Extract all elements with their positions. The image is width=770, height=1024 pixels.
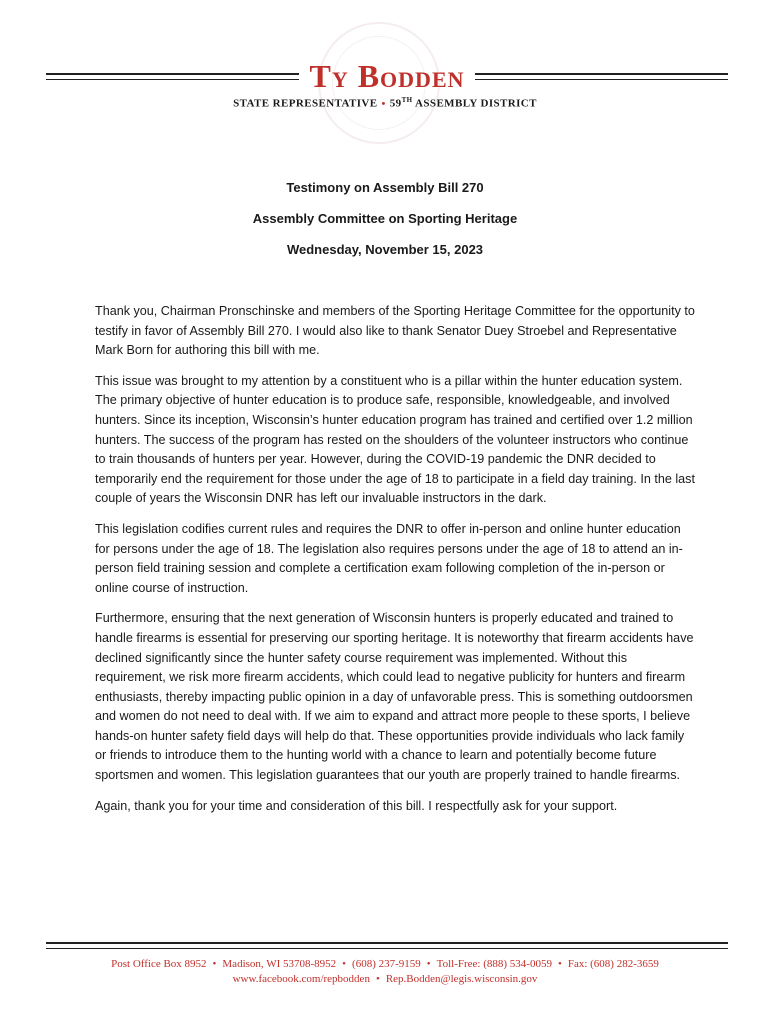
- paragraph: This issue was brought to my attention by a constituent who is a pillar within the hunter education system. The primary objective of hunter education is to produce safe, responsible, knowledgeable, and involved hunters. Since its inception, Wisconsin’s hunter education program has trained and certified over 1.2 million hunters. The success of the program has rested on the shoulders of the volunteer instructors who continue to train thousands of hunters per year. However, during the COVID-19 pandemic the DNR decided to temporarily end the requirement for those under the age of 18 to participate in a field day training. In the last couple of years the Wisconsin DNR has left our invaluable instructors in the dark.: [95, 373, 695, 506]
- paragraph: Again, thank you for your time and consideration of this bill. I respectfully ask for your support.: [95, 798, 618, 813]
- district-ordinal: TH: [401, 96, 413, 104]
- paragraph: Thank you, Chairman Pronschinske and members of the Sporting Heritage Committee for the opportunity to testify in favor of Assembly Bill 270. I would also like to thank Senator Duey Stroebel and Representative Mark Born for authoring this bill with me.: [95, 304, 695, 358]
- footer-web-line: [0, 973, 770, 985]
- paragraph: This legislation codifies current rules and requires the DNR to offer in-person and online hunter education for persons under the age of 18. The legislation also requires persons under the age of 18 to attend an in-person field training session and complete a certification exam following completion of the in-person or online course of instruction.: [95, 521, 683, 595]
- bullet-separator: •: [426, 958, 431, 970]
- testimony-date: Wednesday, November 15, 2023: [286, 242, 484, 257]
- po-box: Post Office Box 8952: [111, 958, 207, 970]
- bullet-separator: •: [381, 97, 386, 110]
- email-link[interactable]: Rep.Bodden@legis.wisconsin.gov: [385, 973, 538, 985]
- fax-number: Fax: (608) 282-3659: [567, 958, 659, 970]
- title-text: STATE REPRESENTATIVE: [233, 97, 378, 110]
- letterhead-rule-right: [475, 73, 728, 80]
- testimony-title: Testimony on Assembly Bill 270: [286, 180, 484, 195]
- bullet-separator: •: [212, 958, 217, 970]
- footer-contact-line: [0, 958, 770, 970]
- letterhead-subtitle: [0, 96, 770, 110]
- representative-name: Ty Bodden: [309, 58, 465, 94]
- bullet-separator: •: [557, 958, 562, 970]
- paragraph: Furthermore, ensuring that the next generation of Wisconsin hunters is properly educated and trained to handle firearms is essential for preserving our sporting heritage. It is noteworthy that firearm accidents have declined significantly since the hunter safety course requirement was implemented. Without this requirement, we risk more firearm accidents, which could lead to negative publicity for hunters and firearm enthusiasts, thereby impacting public opinion in a day of unfavorable press. This is something outdoorsmen and women do not need to deal with. If we aim to expand and attract more people to these sports, I believe hands-on hunter safety field days will help do that. These opportunities provide individuals who lack family or friends to introduce them to the hunting world with a chance to learn and potentially become future sportsmen and women. This legislation guarantees that our youth are properly trained to handle firearms.: [95, 611, 694, 783]
- bullet-separator: •: [342, 958, 347, 970]
- footer-rule: [46, 942, 728, 949]
- toll-free-number: Toll-Free: (888) 534-0059: [436, 958, 552, 970]
- committee-name: Assembly Committee on Sporting Heritage: [252, 211, 518, 226]
- letterhead: [46, 56, 728, 96]
- phone-number: (608) 237-9159: [352, 958, 421, 970]
- testimony-body: [95, 302, 695, 827]
- letterhead-rule-left: [46, 73, 299, 80]
- district-text: ASSEMBLY DISTRICT: [412, 97, 537, 110]
- district-number: 59: [389, 97, 402, 110]
- bullet-separator: •: [375, 973, 380, 985]
- facebook-link[interactable]: www.facebook.com/repbodden: [232, 973, 370, 985]
- city-address: Madison, WI 53708-8952: [222, 958, 337, 970]
